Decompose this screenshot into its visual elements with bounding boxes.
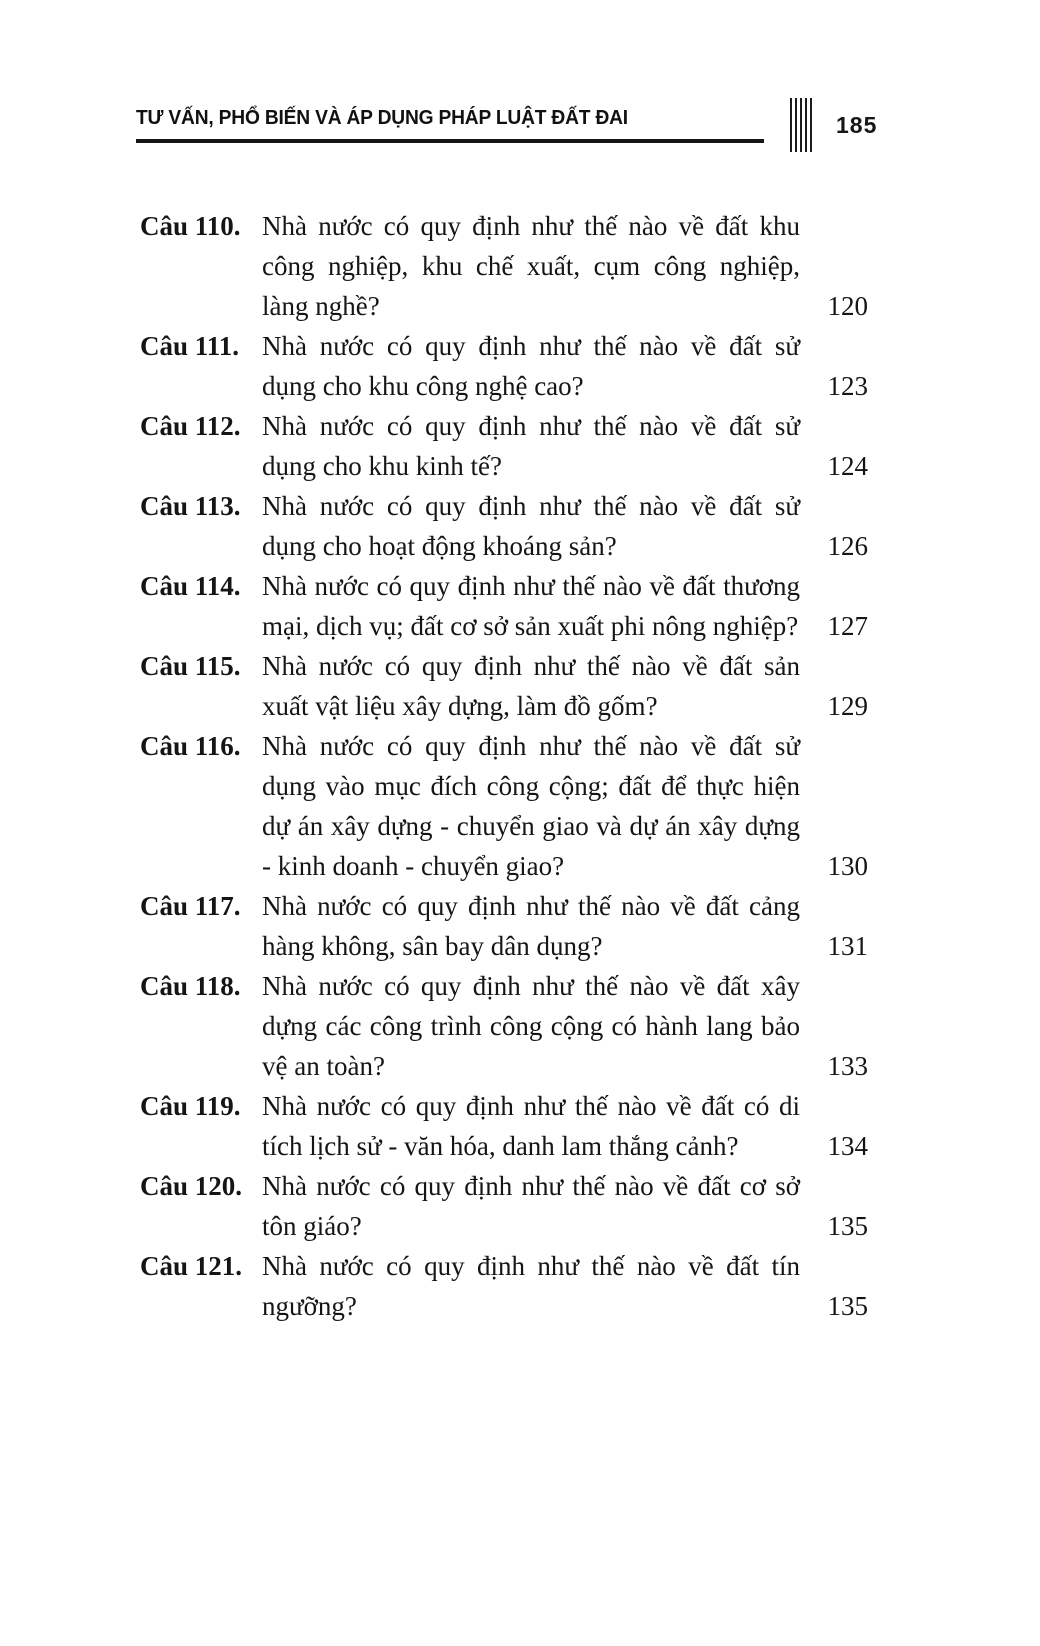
entry-page-number: 130 xyxy=(827,851,868,881)
toc-entry xyxy=(140,566,868,646)
entry-label: Câu 115. xyxy=(140,651,241,681)
entry-page-number: 133 xyxy=(827,1051,868,1081)
entry-page-number: 135 xyxy=(827,1291,868,1321)
toc-entry xyxy=(140,1166,868,1246)
toc-entry xyxy=(140,1246,868,1326)
toc-entry xyxy=(140,1086,868,1166)
entry-label: Câu 116. xyxy=(140,731,241,761)
entry-text: Nhà nước có quy định như thế nào về đất cảng hàng không, sân bay dân dụng? xyxy=(262,891,800,961)
entry-text: Nhà nước có quy định như thế nào về đất thương mại, dịch vụ; đất cơ sở sản xuất phi nông nghiệp? xyxy=(262,571,800,641)
running-head-title: TƯ VẤN, PHỔ BIẾN VÀ ÁP DỤNG PHÁP LUẬT ĐẤT ĐAI xyxy=(136,107,628,129)
toc-entry xyxy=(140,206,868,326)
entry-text: Nhà nước có quy định như thế nào về đất sử dụng vào mục đích công cộng; đất để thực hiện dự án xây dựng - chuyển giao và dự án xây dựng - kinh doanh - chuyển giao? xyxy=(262,731,800,881)
page-header xyxy=(136,98,878,152)
entry-label: Câu 117. xyxy=(140,891,241,921)
entry-page-number: 131 xyxy=(827,931,868,961)
entry-page-number: 134 xyxy=(827,1131,868,1161)
entry-label: Câu 120. xyxy=(140,1171,243,1201)
entry-text: Nhà nước có quy định như thế nào về đất cơ sở tôn giáo? xyxy=(262,1171,800,1241)
entry-label: Câu 119. xyxy=(140,1091,241,1121)
entry-label: Câu 110. xyxy=(140,211,241,241)
entry-label: Câu 111. xyxy=(140,331,240,361)
entry-text: Nhà nước có quy định như thế nào về đất sản xuất vật liệu xây dựng, làm đồ gốm? xyxy=(262,651,800,721)
entry-page-number: 120 xyxy=(827,291,868,321)
entry-page-number: 127 xyxy=(827,611,868,641)
toc-entry xyxy=(140,886,868,966)
entry-text: Nhà nước có quy định như thế nào về đất xây dựng các công trình công cộng có hành lang bảo vệ an toàn? xyxy=(262,971,800,1081)
entry-page-number: 129 xyxy=(827,691,868,721)
entry-label: Câu 121. xyxy=(140,1251,243,1281)
entry-page-number: 135 xyxy=(827,1211,868,1241)
entry-label: Câu 113. xyxy=(140,491,241,521)
table-of-contents xyxy=(140,206,868,1326)
entry-label: Câu 114. xyxy=(140,571,241,601)
toc-entry xyxy=(140,486,868,566)
toc-entry xyxy=(140,326,868,406)
toc-entry xyxy=(140,406,868,486)
page-number: 185 xyxy=(836,111,878,138)
toc-entry xyxy=(140,726,868,886)
entry-label: Câu 118. xyxy=(140,971,241,1001)
entry-text: Nhà nước có quy định như thế nào về đất khu công nghiệp, khu chế xuất, cụm công nghiệp, làng nghề? xyxy=(262,211,800,321)
entry-page-number: 123 xyxy=(827,371,868,401)
toc-entry xyxy=(140,966,868,1086)
entry-text: Nhà nước có quy định như thế nào về đất sử dụng cho khu công nghệ cao? xyxy=(262,331,800,401)
entry-label: Câu 112. xyxy=(140,411,241,441)
entry-text: Nhà nước có quy định như thế nào về đất tín ngưỡng? xyxy=(262,1251,800,1321)
barcode-decoration-icon xyxy=(790,98,814,152)
entry-page-number: 126 xyxy=(827,531,868,561)
running-head-rule xyxy=(136,107,764,143)
toc-entry xyxy=(140,646,868,726)
entry-text: Nhà nước có quy định như thế nào về đất có di tích lịch sử - văn hóa, danh lam thắng cảnh? xyxy=(262,1091,800,1161)
entry-text: Nhà nước có quy định như thế nào về đất sử dụng cho khu kinh tế? xyxy=(262,411,800,481)
entry-page-number: 124 xyxy=(827,451,868,481)
entry-text: Nhà nước có quy định như thế nào về đất sử dụng cho hoạt động khoáng sản? xyxy=(262,491,800,561)
